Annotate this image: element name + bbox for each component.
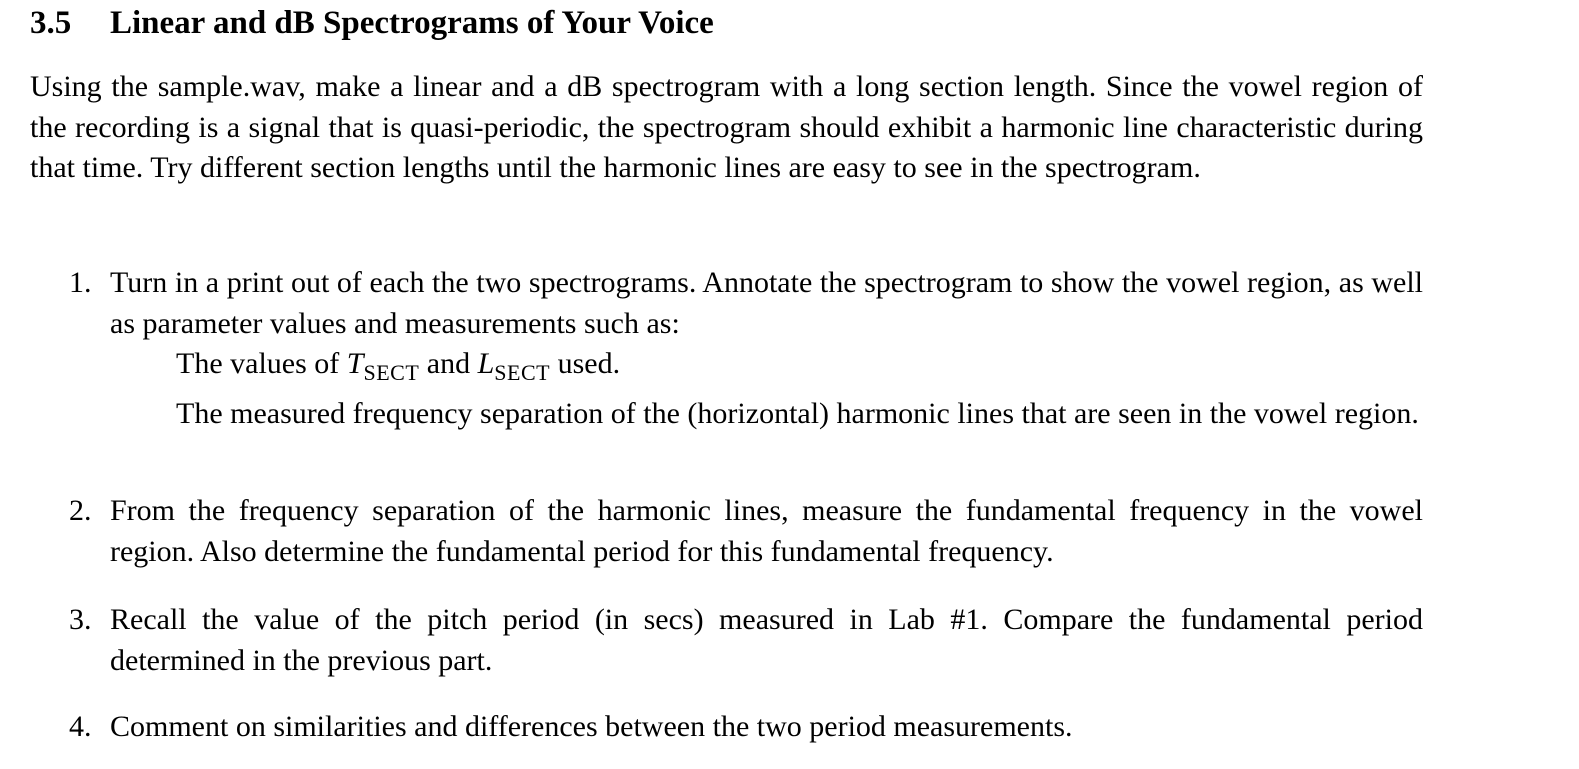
- list-item-3-text: Recall the value of the pitch period (in secs) measured in Lab #1. Compare the fundamental period determined in the previous part.: [110, 603, 1423, 677]
- list-marker-4: 4.: [69, 710, 92, 743]
- list-item-1-text: Turn in a print out of each the two spectrograms. Annotate the spectrogram to show the vowel region, as well as parameter values and measurements such as:: [110, 266, 1423, 340]
- list-item-3: [30, 600, 1425, 681]
- list-item-4-text: Comment on similarities and differences between the two period measurements.: [110, 710, 1073, 743]
- sub-item-section-values: The values of $T_{SECT}$ and $L_{SECT}$ used.: [176, 347, 621, 385]
- list-item-4: [30, 707, 1425, 748]
- list-item-1-body: [110, 263, 1423, 434]
- section-heading: [30, 3, 714, 43]
- t-sect-symbol: $T_{SECT}$: [346, 347, 420, 385]
- section-number: 3.5: [30, 5, 72, 41]
- intro-paragraph: Using the sample.wav, make a linear and a dB spectrogram with a long section length. Since the vowel region of the recording is a signal that is quasi-periodic, the spectrogram should exhibit a harmonic line characteristic during that time. Try different section lengths until the harmonic lines are easy to see in the spectrogram.: [30, 70, 1423, 184]
- list-item-2-text: From the frequency separation of the harmonic lines, measure the fundamental frequency in the vowel region. Also determine the fundamental period for this fundamental frequency.: [110, 494, 1423, 568]
- list-marker-3: 3.: [69, 603, 92, 636]
- list-item-2: [30, 491, 1425, 572]
- sub-item-frequency-separation: The measured frequency separation of the (horizontal) harmonic lines that are seen in the vowel region.: [176, 396, 1419, 430]
- list-marker-2: 2.: [69, 494, 92, 527]
- l-sect-symbol: $L_{SECT}$: [477, 347, 551, 385]
- section-title: Linear and dB Spectrograms of Your Voice: [110, 5, 714, 41]
- list-item-1: [30, 263, 1425, 434]
- list-marker-1: 1.: [69, 266, 92, 299]
